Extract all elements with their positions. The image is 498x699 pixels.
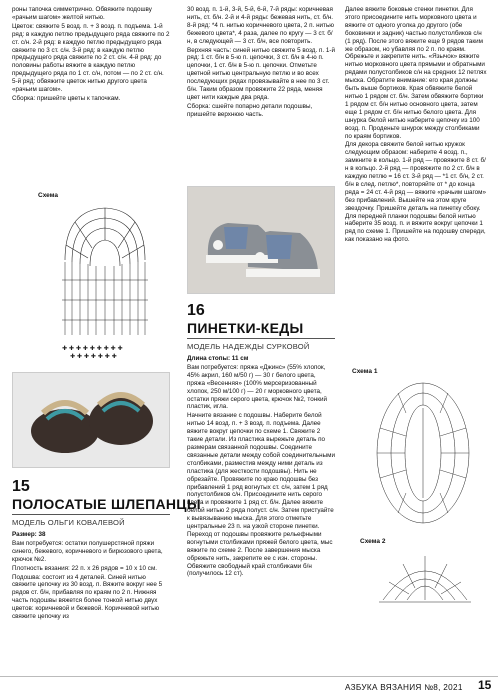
length: Длина стопы: 11 см [187, 355, 249, 362]
striped-slippers-photo [12, 372, 170, 468]
slipper-crochet-diagram [50, 200, 160, 360]
density: Плотность вязания: 22 п. х 26 рядов = 10 х 10 см. [12, 564, 158, 572]
schema-1-label: Схема 1 [352, 368, 378, 375]
schema-2-diagram [375, 548, 475, 608]
article-16-text [187, 355, 335, 579]
booties-illustration [188, 187, 334, 293]
magazine-footer: АЗБУКА ВЯЗАНИЯ №8, 2021 [345, 683, 463, 692]
article-15-text [12, 531, 170, 622]
paragraph: 30 возд. п. 1-й, 3-й, 5-й, 6-й, 7-й ряды: коричневая нить, ст. б/н. 2-й и 4-й ряды: бежевая нить, ст. б/н. 8-й ряд: *4 п. нитью коричневого цвета, 2 п. нитью бежевого цвета*, 4 раза, далее по кругу — 3 ст. б/н, в следующей — 3 ст. б/н, все повторить. [187, 6, 334, 45]
article-16-author: МОДЕЛЬ НАДЕЖДЫ СУРКОВОЙ [187, 342, 310, 351]
paragraph: Далее вяжите боковые стенки пинетки. Для этого присоедините нить морковного цвета и вяжите от одного уголка до другого (обе боковинки и задник) частью полустолбиков с/н (1 ряд). После этого вяжите еще 9 рядов таким же образом, но убавляя по 2 п. по краям. Обрежьте и закрепите нить. «Язычок» вяжите нитью морковного цвета прямыми и обратными рядами полустолбиков с/н на средних 12 петлях мыска. Обратите внимание: его края должны быть выше бортиков. Края обвяжите белой нитью 1 рядом ст. б/н. Затем обвяжите бортики 1 рядом ст. б/н нитью основного цвета, затем еще 1 рядом ст. б/н нитью белого цвета. Для шнурка белой нитью наберите цепочку из 100 возд. п. Проденьте шнурок между столбиками по краям бортиков. [345, 6, 487, 140]
body-text: Начните вязание с подошвы. Наберите белой нитью 14 возд. п. + 3 возд. п. подъема. Далее вяжите вокруг цепочки по схеме 1. Свяжите 2 такие детали. Из пластика вырежьте деталь по размерам связанной подошвы. Соедините связанные детали между собой соединительными столбиками, разместив между ними деталь из пластика (для жесткости подошвы). Нить не обрезайте. Провяжите по краю подошвы без прибавлений 1 ряд вогнутых ст. с/н, затем 1 ряд полустолбиков с/н. Присоедините нить серого цвета и провяжите 1 ряд ст. б/н. Далее вяжите белой нитью 2 ряда полуст. с/н. Затем пристуайте к вывязыванию мыска. Для этого отметьте центральные 23 п. на узкой стороне пинетки. Переход от подошвы провяжите рельефными вогнутыми столбиками пряжей белого цвета, мыс вяжите по схеме 2. После завершения мыска обрежьте нить, закрепите ее с изн. стороны. Обвяжите свободный край столбиками б/н (получилось 12 ст). [187, 412, 336, 578]
footer-rule [0, 676, 498, 677]
divider [187, 338, 335, 339]
sneaker-booties-photo [187, 186, 335, 294]
article-15-title: ПОЛОСАТЫЕ ШЛЕПАНЦЫ [12, 496, 201, 512]
materials: Вам потребуется: пряжа «Джинс» (55% хлопок, 45% акрил, 160 м/50 г) — 30 г белого цвета, пряжа «Весенняя» (100% мерсеризованный хлопок, 250 м/100 г) — 20 г морковного цвета, остатки пряжи серого цвета, крючок №2, тонкий пластик, игла. [187, 363, 327, 411]
article-16-title: ПИНЕТКИ-КЕДЫ [187, 320, 304, 336]
schema-2-label: Схема 2 [360, 538, 386, 545]
paragraph: Сборка: сшейте попарно детали подошвы, пришейте верхнюю часть. [187, 102, 313, 118]
paragraph: Верхняя часть: синей нитью свяжите 5 возд. п. 1-й ряд: 1 ст. б/н в 5-ю п. цепочки, 3 ст. б/н в 4-ю п. цепочки, 1 ст. б/н в 5-ю п. цепочки. Отметьте цветной нитью центральную петлю и во всех последующих рядах провязывайте в нее по 3 ст. б/н. Таким образом провяжите 22 ряда, меняя цвет нити каждые два ряда. [187, 46, 335, 101]
article-15-author: МОДЕЛЬ ОЛЬГИ КОВАЛЕВОЙ [12, 518, 125, 527]
column-2-top [187, 6, 335, 120]
column-1-top [12, 6, 170, 104]
column-3 [345, 6, 488, 245]
article-15-number: 15 [12, 478, 30, 495]
schema-1-diagram [358, 378, 488, 528]
materials: Вам потребуется: остатки полушерстяной пряжи синего, бежевого, коричневого и бирюзового цвета, крючок №2. [12, 539, 163, 563]
article-16-number: 16 [187, 302, 205, 319]
page-number: 15 [478, 678, 492, 692]
divider [12, 514, 170, 515]
paragraph: Цветок: свяжите 5 возд. п. + 3 возд. п. подъема. 1-й ряд: в каждую петлю предыдущего ряда свяжите по 2 ст. с/н. 2-й ряд: в каждую петлю предыдущего ряда свяжите по 3 ст. с/н. 3-й ряд: в каждую петлю предыдущего ряда свяжите по 2 ст. с/н. 4-й ряд: до половины работы вяжите в каждую петлю предыдущего ряда по 1 ст. с/н, потом — по 2 ст. с/н. 5-й ряд: обвяжите цветок нитью другого цвета «рачьим шагом». [12, 22, 170, 94]
svg-text:✚ ✚ ✚ ✚ ✚ ✚ ✚: ✚ ✚ ✚ ✚ ✚ ✚ ✚ [70, 353, 117, 360]
size: Размер: 38 [12, 531, 46, 538]
paragraph: Для декора свяжите белой нитью кружок следующим образом: наберите 4 возд. п., замкните в кольцо. 1-й ряд — провяжите 8 ст. б/н в кольцо. 2-й ряд — провяжите по 2 ст. б/н в каждую петлю = 16 ст. 3-й ряд — *1 ст. б/н, 2 ст. б/н в след. петлю*, повторяйте от * до конца ряда = 24 ст. 4-й ряд — вяжите «рачьим шагом» без прибавлений. Вышейте на этом круге звездочку. Пришейте деталь на пинетку сбоку. Для передней планки подошвы белой нитью наберите 35 возд. п. и вяжите вокруг цепочки 1 ряд по схеме 1. Пришейте на подошву спереди, как показано на фото. [345, 141, 487, 244]
slippers-illustration [13, 373, 169, 467]
paragraph: Сборка: пришейте цветы к тапочкам. [12, 94, 121, 102]
paragraph: роны тапочка симметрично. Обвяжите подошву «рачьим шагом» желтой нитью. [12, 6, 152, 21]
svg-text:✚ ✚ ✚ ✚ ✚ ✚ ✚ ✚ ✚: ✚ ✚ ✚ ✚ ✚ ✚ ✚ ✚ ✚ [62, 345, 123, 352]
schema-heading: Схема [38, 192, 59, 199]
body-text: Подошва: состоит из 4 деталей. Синей нитью свяжите цепочку из 30 возд. п. Вяжите вокруг нее 5 рядов ст. б/н, прибавляя по краям по 2 п. Нижняя часть подошвы вяжется более тонкой нитью двух цветов: коричневой и бежевой. Коричневой нитью свяжите цепочку из [12, 573, 163, 621]
